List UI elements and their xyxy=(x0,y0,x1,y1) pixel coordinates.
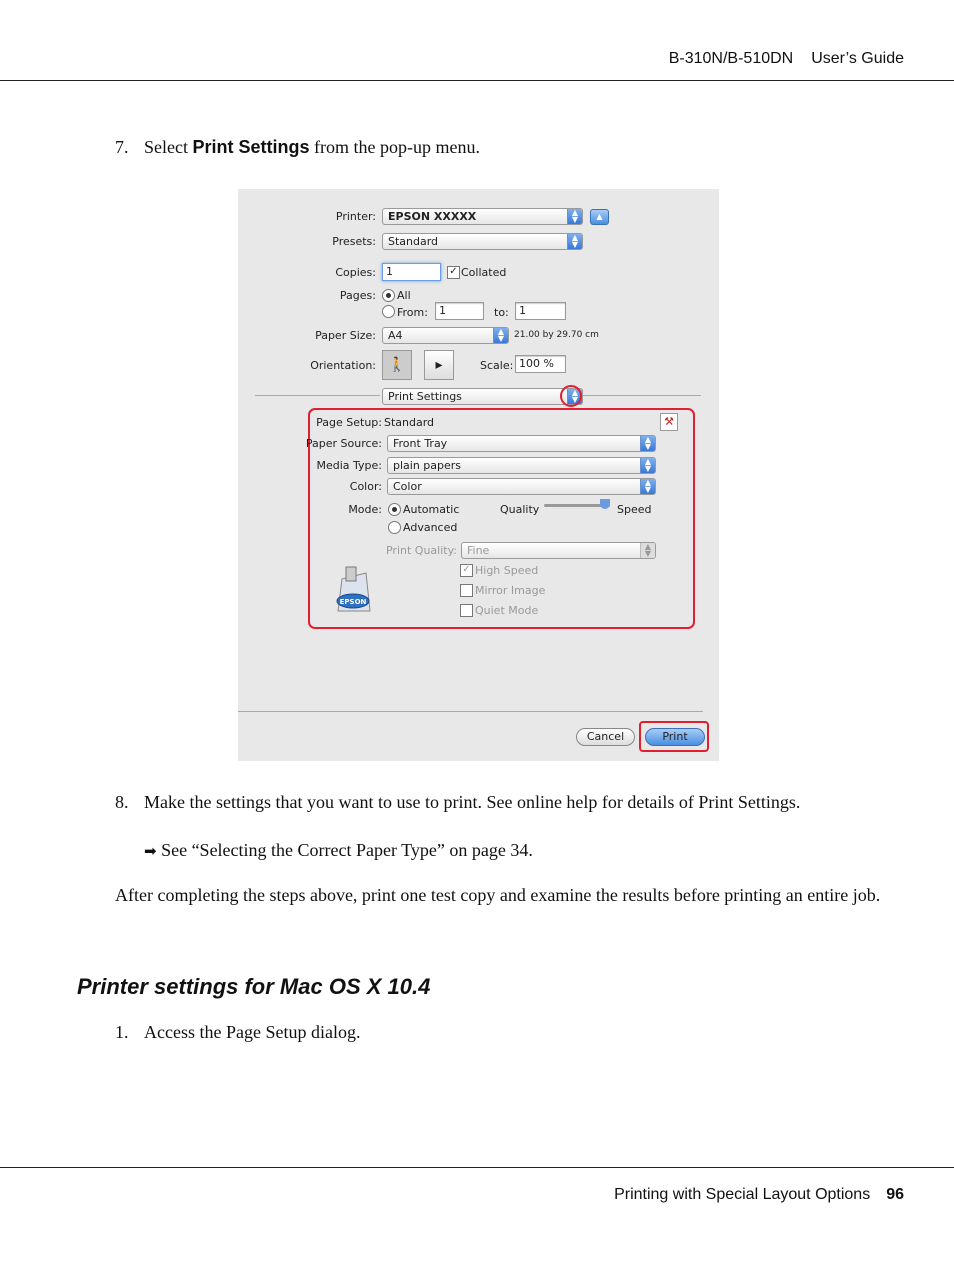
media-type-popup[interactable] xyxy=(387,457,656,474)
collated-label: Collated xyxy=(461,266,507,279)
step-text xyxy=(144,137,480,158)
closing-paragraph: After completing the steps above, print one test copy and examine the results before printing an entire job. xyxy=(115,885,881,905)
speed-label: Speed xyxy=(617,503,652,516)
panel-popup-highlight xyxy=(560,385,582,407)
step-1 xyxy=(0,1022,954,1046)
printer-popup[interactable] xyxy=(382,208,583,225)
separator xyxy=(255,395,380,396)
mode-advanced-radio[interactable] xyxy=(388,521,401,534)
page-setup-value: Standard xyxy=(384,416,435,429)
from-field[interactable]: 1 xyxy=(435,302,484,320)
step-number: 8. xyxy=(115,792,129,812)
portrait-icon[interactable]: 🚶 xyxy=(382,350,412,380)
paper-size-value: A4 xyxy=(388,329,403,342)
cross-reference-text[interactable]: See “Selecting the Correct Paper Type” on page 34. xyxy=(161,840,533,860)
arrow-right-icon: ➡ xyxy=(144,843,157,860)
slider-thumb[interactable] xyxy=(600,499,610,509)
mode-label: Mode: xyxy=(348,503,382,516)
high-speed-checkbox[interactable]: ✓ xyxy=(460,564,473,577)
step-text-post: from the pop-up menu. xyxy=(309,137,480,157)
advanced-label: Advanced xyxy=(403,521,458,534)
collated-checkbox[interactable]: ✓ xyxy=(447,266,460,279)
popup-arrows-icon: ▲ ▼ xyxy=(567,389,582,404)
page-setup-label: Page Setup: xyxy=(316,416,382,429)
utility-icon[interactable]: ⚒ xyxy=(660,413,678,431)
presets-popup[interactable] xyxy=(382,233,583,250)
printer-label: Printer: xyxy=(335,210,376,223)
orientation-label: Orientation: xyxy=(310,359,376,372)
step-8 xyxy=(0,792,954,816)
pages-all-label: All xyxy=(397,289,411,302)
print-button-highlight xyxy=(639,721,709,752)
scale-label: Scale: xyxy=(480,359,514,372)
popup-arrows-icon: ▲ ▼ xyxy=(640,458,655,473)
print-button[interactable]: Print xyxy=(645,728,705,746)
step-number: 7. xyxy=(115,137,129,157)
quality-label: Quality xyxy=(500,503,540,516)
print-quality-popup[interactable] xyxy=(461,542,656,559)
to-label: to: xyxy=(494,306,509,319)
popup-arrows-icon: ▲ ▼ xyxy=(493,328,508,343)
popup-arrows-icon: ▲ ▼ xyxy=(640,436,655,451)
pages-all-radio[interactable] xyxy=(382,289,395,302)
panel-value: Print Settings xyxy=(388,390,462,403)
paper-size-label: Paper Size: xyxy=(315,329,376,342)
presets-label: Presets: xyxy=(332,235,376,248)
section-heading: Printer settings for Mac OS X 10.4 xyxy=(77,974,431,999)
paper-source-label: Paper Source: xyxy=(305,437,382,450)
step-text: Access the Page Setup dialog. xyxy=(144,1022,361,1042)
print-quality-value: Fine xyxy=(467,544,490,557)
panel-popup[interactable] xyxy=(382,388,583,405)
quiet-mode-checkbox[interactable] xyxy=(460,604,473,617)
running-header xyxy=(669,50,904,68)
quiet-mode-label: Quiet Mode xyxy=(475,604,539,617)
scale-field[interactable]: 100 % xyxy=(515,355,566,373)
pages-from-radio[interactable] xyxy=(382,305,395,318)
epson-printer-logo xyxy=(332,565,374,613)
disclosure-button[interactable]: ▲ xyxy=(590,209,609,225)
landscape-icon[interactable]: ▸ xyxy=(424,350,454,380)
media-type-value: plain papers xyxy=(393,459,462,472)
step-text: Make the settings that you want to use to print. See online help for details of Print Settings. xyxy=(144,792,801,812)
running-footer xyxy=(614,1186,904,1204)
separator xyxy=(573,395,701,396)
footer-chapter: Printing with Special Layout Options xyxy=(614,1186,871,1203)
copies-field[interactable]: 1 xyxy=(382,263,441,281)
color-value: Color xyxy=(393,480,422,493)
paper-source-value: Front Tray xyxy=(393,437,448,450)
paper-size-popup[interactable] xyxy=(382,327,509,344)
media-type-label: Media Type: xyxy=(316,459,382,472)
printer-value: EPSON XXXXX xyxy=(388,210,477,223)
color-label: Color: xyxy=(349,480,382,493)
footer-rule xyxy=(0,1167,954,1168)
high-speed-label: High Speed xyxy=(475,564,539,577)
mirror-image-label: Mirror Image xyxy=(475,584,546,597)
popup-arrows-icon: ▲ ▼ xyxy=(640,543,655,558)
popup-arrows-icon: ▲ ▼ xyxy=(567,234,582,249)
automatic-label: Automatic xyxy=(403,503,460,516)
mode-automatic-radio[interactable] xyxy=(388,503,401,516)
copies-label: Copies: xyxy=(335,266,376,279)
print-dialog-screenshot xyxy=(238,189,719,761)
epson-logo-text: EPSON xyxy=(339,598,367,606)
paper-source-popup[interactable] xyxy=(387,435,656,452)
paper-size-dims: 21.00 by 29.70 cm xyxy=(514,330,599,340)
popup-arrows-icon: ▲ ▼ xyxy=(640,479,655,494)
separator xyxy=(238,711,703,712)
presets-value: Standard xyxy=(388,235,439,248)
from-label: From: xyxy=(397,306,428,319)
header-guide: User’s Guide xyxy=(811,50,904,67)
popup-arrows-icon: ▲ ▼ xyxy=(567,209,582,224)
header-product: B-310N/B-510DN xyxy=(668,50,794,67)
pages-label: Pages: xyxy=(339,289,376,302)
step-7 xyxy=(0,137,954,161)
step-text-bold: Print Settings xyxy=(192,137,310,157)
color-popup[interactable] xyxy=(387,478,656,495)
step-text-pre: Select xyxy=(144,137,193,157)
cross-reference[interactable] xyxy=(144,840,533,861)
cancel-button[interactable]: Cancel xyxy=(576,728,635,746)
page-number: 96 xyxy=(886,1186,904,1203)
print-quality-label: Print Quality: xyxy=(385,544,457,557)
header-rule xyxy=(0,80,954,81)
to-field[interactable]: 1 xyxy=(515,302,566,320)
mirror-image-checkbox[interactable] xyxy=(460,584,473,597)
step-number: 1. xyxy=(115,1022,129,1042)
